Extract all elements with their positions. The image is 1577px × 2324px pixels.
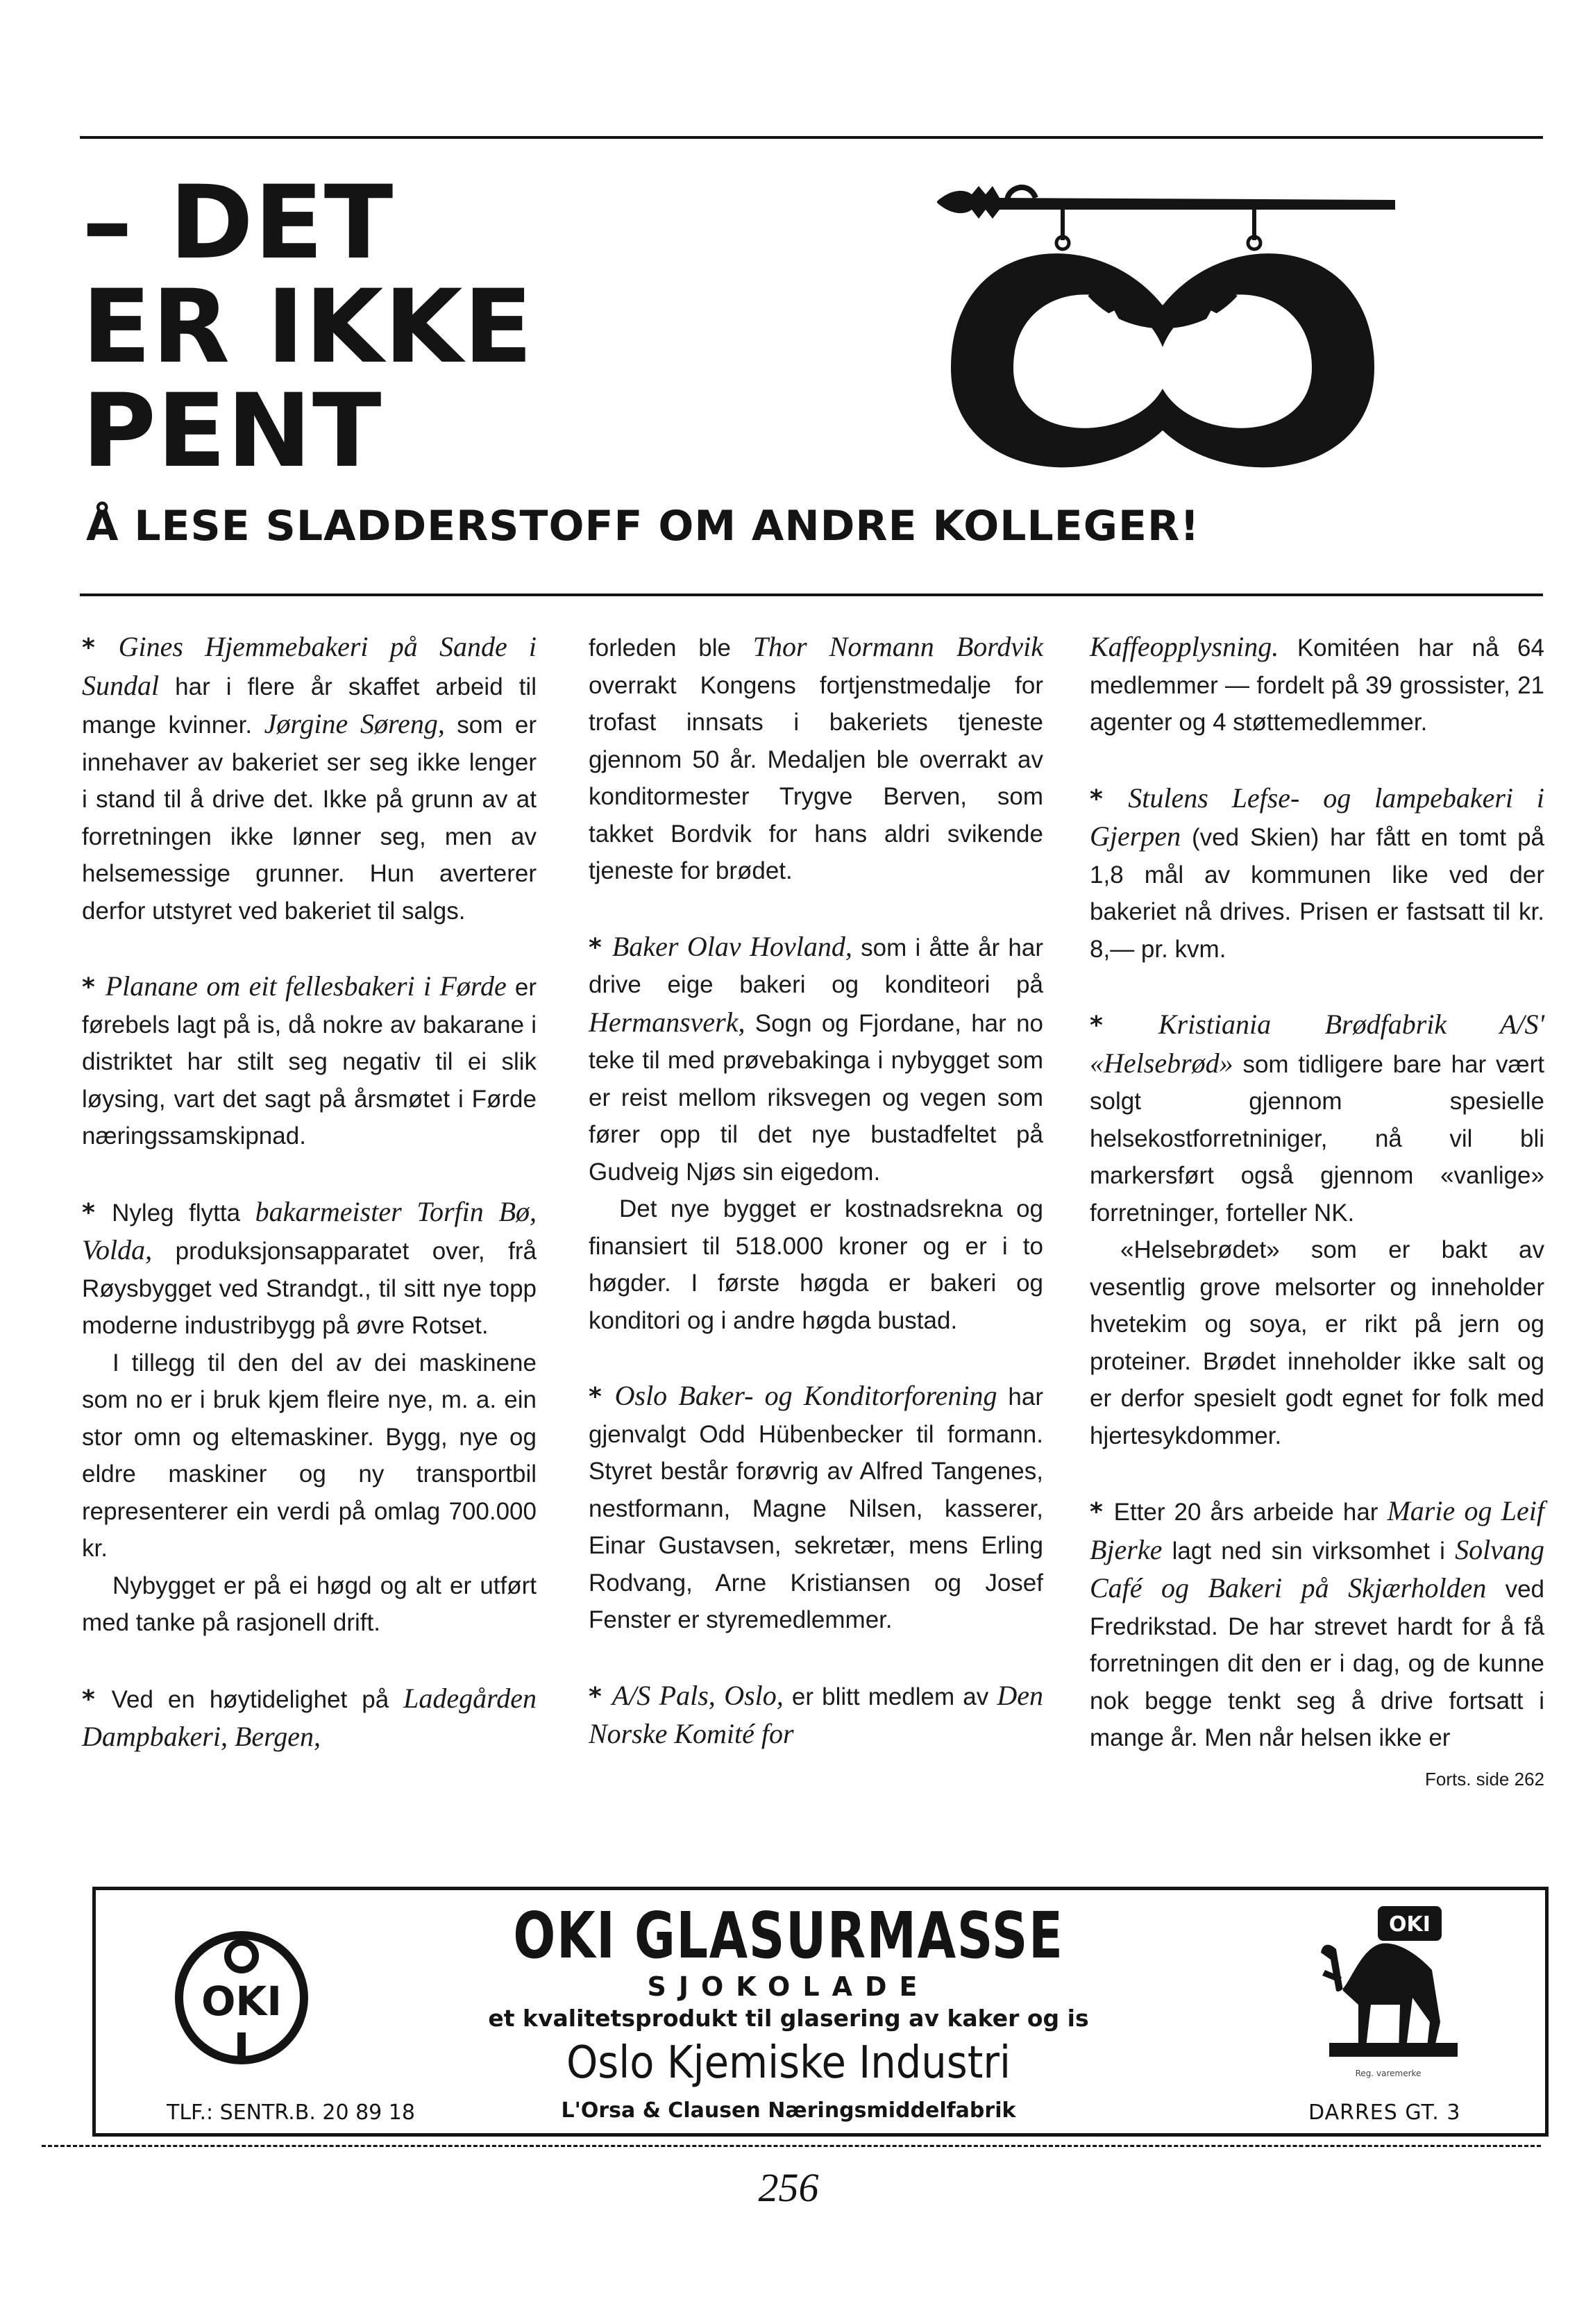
svg-text:OKI: OKI — [201, 1978, 282, 2025]
ad-company: Oslo Kjemiske Industri — [566, 2037, 1011, 2089]
news-paragraph: «Helsebrødet» som er bakt av vesentlig grove melsorter og inneholder hvetekim og soya, er rikt på jern og proteiner. Brødet inneholder ikke salt og er derfor spesielt godt egnet for folk med hjertesykdommer. — [1090, 1236, 1544, 1449]
headline-line-3: PENT — [82, 372, 382, 490]
news-item: * A/S Pals, Oslo, er blitt medlem av Den Norske Komité for — [589, 1679, 1044, 1749]
news-item: * Oslo Baker- og Konditorforening har gjenvalgt Odd Hübenbecker til formann. Styret består forøvrig av Alfred Tangenes, nestformann, Magne Nilsen, kasserer, Einar Gustavsen, sekretær, mens Erling Rodvang, Arne Kristiansen og Josef Fenster er styremedlemmer. — [589, 1380, 1044, 1633]
ad-address: DARRES GT. 3 — [1308, 2100, 1461, 2125]
ad-tagline: et kvalitetsprodukt til glasering av kaker og is — [488, 2005, 1089, 2032]
article-column-1 — [82, 628, 537, 1757]
headline-line-1: – DET — [82, 164, 394, 282]
ad-phone: TLF.: SENTR.B. 20 89 18 — [167, 2100, 415, 2125]
article-column-2 — [589, 628, 1043, 1754]
news-item: * Nyleg flytta bakarmeister Torfin Bø, Volda, produksjonsapparatet over, frå Røysbygget ved Strandgt., til sitt nye topp moderne industribygg på øvre Rotset. — [82, 1195, 537, 1339]
article-column-3 — [1090, 628, 1544, 1798]
news-paragraph: Det nye bygget er kostnadsrekna og finansiert til 518.000 kroner og er i to høgder. I første høgda er bakeri og konditori og i andre høgda bustad. — [589, 1195, 1043, 1334]
news-item: * Baker Olav Hovland, som i åtte år har drive eige bakeri og konditeori på Hermansverk, Sogn og Fjordane, har no teke til med prøvebakinga i nybygget som er reist mellom riksvegen og vegen som fører opp til det nye bustadfeltet på Gudveig Njøs sin eigedom. — [589, 930, 1044, 1186]
news-paragraph: forleden ble Thor Normann Bordvik overrakt Kongens fortjenstmedalje for trofast innsats i bakeriets tjeneste gjennom 50 år. Medaljen ble overrakt av konditormester Trygve Berven, som takket Bordvik for hans aldri svikende tjeneste for brødet. — [589, 631, 1043, 884]
ad-border-top — [92, 1887, 1549, 1890]
ad-dashed-underline — [42, 2145, 1541, 2147]
news-paragraph: Nybygget er på ei høgd og alt er utført med tanke på rasjonell drift. — [82, 1572, 537, 1636]
top-rule — [80, 136, 1543, 139]
news-item: * Planane om eit fellesbakeri i Førde er førebels lagt på is, då nokre av bakarane i distriktet har stilt seg negativ til ei slik løysing, vart det sagt på årsmøtet i Førde næringssamskipnad. — [82, 970, 537, 1150]
ad-border-bottom — [92, 2133, 1549, 2137]
svg-text:OKI: OKI — [1389, 1912, 1431, 1937]
news-paragraph: Kaffeopplysning. Komitéen har nå 64 medlemmer — fordelt på 39 grossister, 21 agenter og 4 støttemedlemmer. — [1090, 631, 1544, 736]
ad-company-sub: L'Orsa & Clausen Næringsmiddelfabrik — [561, 2098, 1016, 2123]
ad-subtitle: SJOKOLADE — [647, 1971, 930, 2002]
news-item: * Kristiania Brødfabrik A/S' «Helsebrød» som tidligere bare har vært solgt gjennom spesielle helsekostforretniniger, nå vil bli markersført også gjennom «vanlige» forretninger, forteller NK. — [1090, 1009, 1544, 1227]
page-number: 256 — [758, 2165, 819, 2210]
continued-note: Forts. side 262 — [1425, 1768, 1544, 1790]
news-item: * Gines Hjemmebakeri på Sande i Sundal har i flere år skaffet arbeid til mange kvinner. Jørgine Søreng, som er innehaver av bakeriet ser seg ikke lenger i stand til å drive det. Ikke på grunn av at forretningen ikke lønner seg, men av helsemessige grunner. Hun averterer derfor utstyret ved bakeriet til salgs. — [82, 631, 537, 925]
camel-caption: Reg. varemerke — [1355, 2069, 1422, 2078]
camel-trademark-icon — [1315, 1901, 1461, 2067]
pretzel-sign-icon — [923, 160, 1409, 552]
headline-line-2: ER IKKE — [82, 268, 534, 386]
news-paragraph: I tillegg til den del av dei maskinene som no er i bruk kjem fleire nye, m. a. ein stor omn og eltemaskiner. Bygg, nye og eldre maskiner og ny transportbil representerer ein verdi på omlag 700.000 kr. — [82, 1349, 537, 1562]
news-item: * Etter 20 års arbeide har Marie og Leif Bjerke lagt ned sin virksomhet i Solvang Café og Bakeri på Skjærholden ved Fredrikstad. De har strevet hardt for å få forretningen dit den er i dag, og de kunne nok begge tenkt seg å drive fortsatt i mange år. Men når helsen ikke er — [1090, 1495, 1545, 1751]
ad-title: OKI GLASURMASSE — [513, 1898, 1064, 1973]
section-rule — [80, 593, 1543, 596]
news-item: * Stulens Lefse- og lampebakeri i Gjerpen (ved Skien) har fått en tomt på 1,8 mål av kommunen like ved der bakeriet nå drives. Prisen er fastsatt til kr. 8,— pr. kvm. — [1090, 782, 1544, 963]
subheading: Å LESE SLADDERSTOFF OM ANDRE KOLLEGER! — [86, 502, 1200, 550]
news-item: * Ved en høytidelighet på Ladegården Dampbakeri, Bergen, — [82, 1682, 537, 1752]
